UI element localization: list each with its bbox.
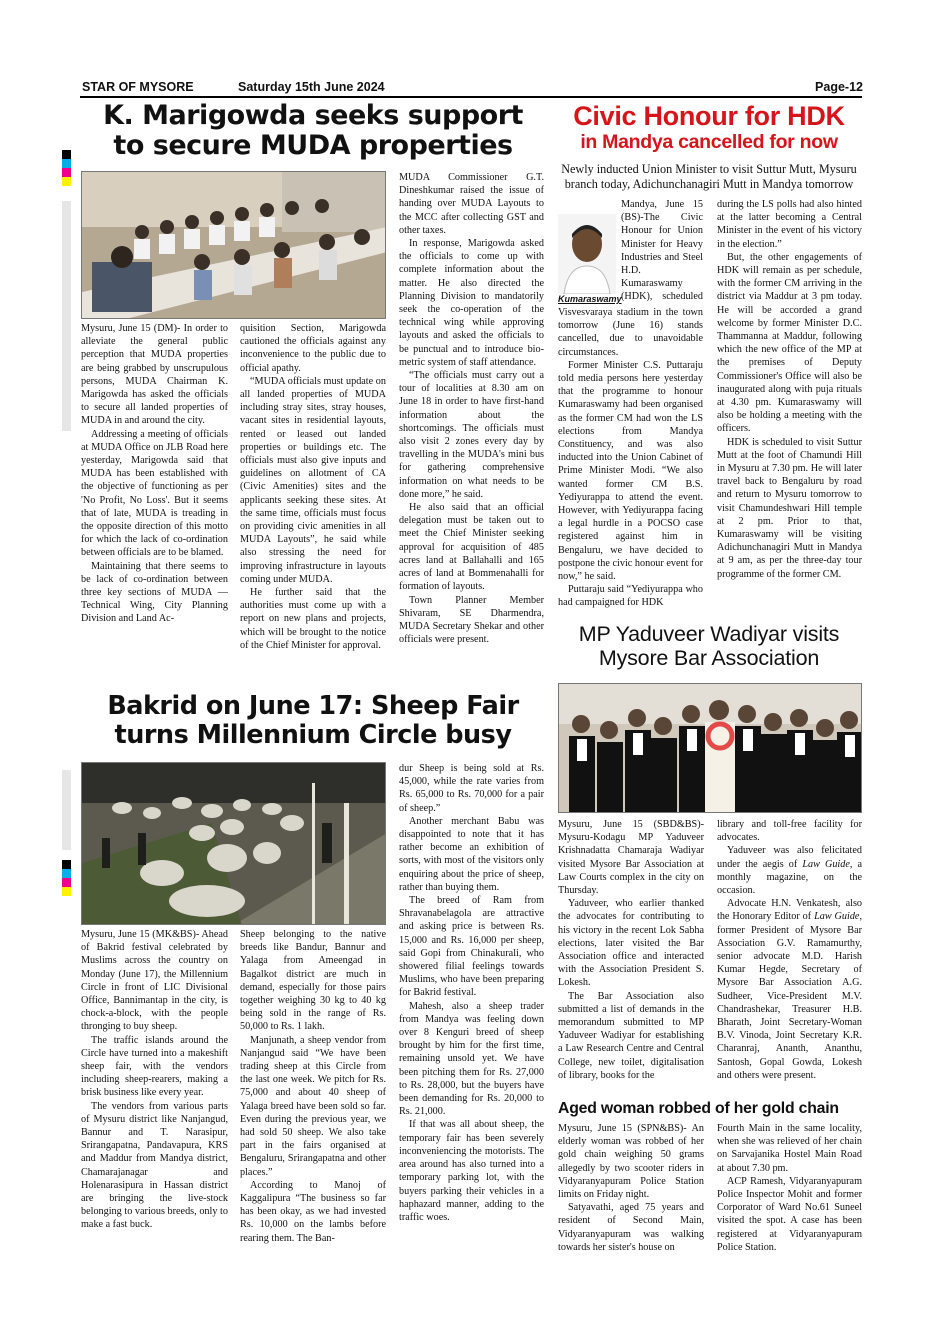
bakrid-col-3 (399, 762, 544, 1268)
paragraph: “MUDA officials must update on all landed properties of MUDA including stray sites, stray houses, vacant sites in residential layouts, rented or leased out landed properties or buildings etc. The officials must also give inputs and guidelines on allotment of CA (Civic Amenities) sites and the applicants seeking these sites. At the same time, officials must focus on providing civic amenities in all MUDA Layouts”, he said while also stressing the need for improving infrastructure in layouts coming under MUDA. (240, 375, 386, 585)
paragraph: Maintaining that there seems to be lack of co-ordination between three key sections of MUDA — Technical Wing, City Planning Division and Land Ac- (81, 560, 228, 625)
paragraph: The Bar Association also submitted a list of demands in the memorandum submitted to MP Yaduveer Wadiyar for establishing a Law Research Centre and Central College, new toilet, digitalisation of library, books for the (558, 990, 704, 1081)
paragraph: “The officials must carry out a tour of localities at 8.30 am on June 18 in order to have first-hand information about the shortcomings. The officials must also visit 2 zones every day by travelling in the MUDA's mini bus for gathering comprehensive information on what needs to be done more,” he said. (399, 370, 544, 500)
hdk-col-2 (717, 198, 862, 618)
paragraph: MUDA Commissioner G.T. Dineshkumar raised the issue of handing over MUDA Layouts to the MCC after collecting GST and other taxes. (399, 172, 544, 236)
paragraph: But, the other engagements of HDK will remain as per schedule, with the former CM arriving in the district via Maddur at 3 pm today. He will be accorded a grand welcome by former Minister D.C. Thammanna at Maddur, following which the new office of the MP at the premises of Deputy Commissioner's Office will also be inaugurated along with puja rituals at 4.30 pm. Kumaraswamy will also be holding a meeting with the officers. (717, 251, 862, 435)
sheep-fair-photo (81, 762, 386, 925)
gold-chain-col-2 (717, 1122, 862, 1268)
paragraph: Mysuru, June 15 (SPN&BS)- An elderly woman was robbed of her gold chain weighing 50 grams allegedly by two scooter riders in Vidyaranyapuram Police Station limits on Friday night. (558, 1123, 704, 1201)
muda-col-3 (399, 171, 544, 686)
paragraph: Mahesh, also a sheep trader from Mandya was feeling down over 8 Kenguri breed of sheep brought by him for the first time, remaining unsold yet. We have been pitching them for Rs. 27,000 to Rs. 28,000, but the buyers have been demanding for Rs. 20,000 to Rs. 21,000. (399, 1000, 544, 1118)
paragraph: The breed of Ram from Shravanabelagola are attractive and asking price is between Rs. 15,000 and Rs. 16,000 per sheep, said Gopi from Chinakurali, who showered filial feelings towards Muslims, who have been preparing for Bakrid festival. (399, 895, 544, 999)
masthead-rule (80, 96, 862, 98)
gold-chain-headline: Aged woman robbed of her gold chain (558, 1100, 839, 1117)
paragraph: Yaduveer, who earlier thanked the advocates for contributing to his victory in the recent Lok Sabha elections, later visited the Bar Association office and interacted with the Association President S. Lokesh. (558, 898, 704, 989)
paragraph: The traffic islands around the Circle have turned into a makeshift sheep fair, with the vendors including sheep-rearers, making a brisk business like every year. (81, 1034, 228, 1099)
kumaraswamy-photo (558, 214, 616, 294)
paragraph: quisition Section, Marigowda cautioned the officials against any inconvenience to the public due to official apathy. (240, 323, 386, 374)
paragraph: Former Minister C.S. Puttaraju told media persons here yesterday that the programme to honour Kumaraswamy had been organised as the former CM had won the LS elections from Mandya Constituency, and was also inducted into the Union Cabinet of Prime Minister Modi. “We also wanted former CM B.S. Yediyurappa to attend the event. However, with Yediyurappa facing a legal hurdle in a POCSO case registered against him in Bengaluru, we have decided to postpone the civic honour event for now,” he said. (558, 359, 703, 583)
paragraph: Puttaraju said “Yediyurappa who had campaigned for HDK (558, 584, 703, 609)
yaduveer-headline (553, 622, 865, 670)
hdk-headline (553, 101, 865, 154)
gold-chain-col-1 (558, 1122, 704, 1268)
muda-col-2 (240, 322, 386, 686)
paragraph: He also said that an official delegation must be taken out to meet the Chief Minister seeking approval for acquisition of 485 acres land at Ballahalli and 165 acres of land at Bommenahalli for formation of layouts. (399, 502, 544, 593)
page-number: Page-12 (815, 80, 863, 94)
muda-col-1 (81, 322, 228, 686)
hdk-col-1-top: Mandya, June 15 (BS)-The Civic Honour for Union Minister for Heavy Industries and Steel H.D. Kumaraswamy (HDK), scheduled (621, 199, 703, 303)
paragraph: He further said that the authorities must come up with a report on new plans and projects, which will be brought to the notice of the Chief Minister for approval. (240, 587, 386, 651)
paragraph: Manjunath, a sheep vendor from Nanjangud said “We have been trading sheep at this Circle from the last one week. We pitch for Rs. 75,000 and about 40 sheep of Yalaga breed have been sold so far. Even during the previous year, we had sold 50 sheep. We also take part in the fairs organised at Bengaluru, Srirangapatna and other places.” (240, 1034, 386, 1178)
bakrid-headline (78, 692, 548, 749)
paragraph: Mysuru, June 15 (SBD&BS)- Mysuru-Kodagu MP Yaduveer Krishnadatta Chamaraja Wadiyar visited Mysore Bar Association at Law Courts complex in the city on Thursday. (558, 819, 704, 897)
hdk-headline-line2: in Mandya cancelled for now (580, 131, 838, 154)
yaduveer-group-photo (558, 683, 862, 813)
paragraph: In response, Marigowda asked the officials to come up with complete information about the matter. He also directed the Planning Division to mandatorily seek the co-operation of the technical wing while approving layouts and asked the officials to be punctual and to introduce bio-metric system of staff attendance. (399, 238, 544, 368)
paragraph: If that was all about sheep, the temporary fair has been severely inconveniencing the motorists. The area around has also turned into a temporary parking lot, with the buyers parking their vehicles in a haphazard manner, adding to the traffic woes. (399, 1119, 544, 1223)
hdk-deck: Newly inducted Union Minister to visit Suttur Mutt, Mysuru branch today, Adichunchanagiri Mutt in Mandya tomorrow (561, 162, 857, 191)
paragraph: ACP Ramesh, Vidyaranyapuram Police Inspector Mohit and former Corporator of Ward No.61 Suneel visited the spot. A case has been registered at Vidyaranyapuram Police Station. (717, 1175, 862, 1253)
paragraph: HDK is scheduled to visit Suttur Mutt at the foot of Chamundi Hill in Mysuru at 7.30 pm. He will later travel back to Bengaluru by road and return to Mysuru tomorrow to visit Chamundeshwari Hill temple at 2 pm. Prior to that, Kumaraswamy will be visiting Adichunchanagiri Mutt in Mandya at 9 am, as per the three-day tour programme of the former CM. (717, 436, 862, 580)
muda-meeting-photo (81, 171, 386, 319)
paragraph: Visvesvaraya stadium in the town tomorrow (June 16) stands cancelled, due to unavoidable circumstances. (558, 307, 703, 358)
yaduveer-col-2-p3: Advocate H.N. Venkatesh, also the Honorary Editor of Law Guide, former President of Mysore Bar Association G.V. Ramamurthy, senior advocate M.D. Harish Kumar Hegde, Secretary of Mysore Bar Association A.G. Sudheer, Vice-President M.V. Chandrashekar, Treasurer H.B. Bharath, Joint Secretary-Woman B.V. Vinoda, Joint Secretary K.R. Charanraj, Ananth, Ananthu, Santosh, Gopal Gowda, Lokesh and others were present. (717, 898, 862, 1081)
bakrid-col-1 (81, 928, 228, 1268)
paragraph: According to Manoj of Kaggalipura “The business so far has been okay, as we had invested Rs. 10,000 on the lambs before rearing them. The Ban- (240, 1179, 386, 1244)
bakrid-col-2 (240, 928, 386, 1268)
muda-headline-line1: K. Marigowda seeks support (103, 100, 523, 131)
hdk-headline-line1: Civic Honour for HDK (573, 101, 845, 131)
yaduveer-col-2 (717, 818, 862, 1098)
paragraph: Another merchant Babu was disappointed to note that it has rather become an exhibition of sorts, with most of the visitors only enquiring about the price of sheep, rather than buying them. (399, 815, 544, 893)
issue-date: Saturday 15th June 2024 (238, 80, 385, 94)
paragraph: during the LS polls had also hinted at the latter becoming a Central Minister in the event of his victory in the election.” (717, 199, 862, 250)
paragraph: Fourth Main in the same locality, when she was relieved of her chain on Sarvajanika Hostel Main Road at about 7.30 pm. (717, 1123, 862, 1174)
paragraph: Sheep belonging to the native breeds like Bandur, Bannur and Yalaga from Ameengad in Bagalkot district are much in demand, especially for those pairs together weighing 30 kg to 40 kg being sold in the range of Rs. 50,000 to Rs. 1 lakh. (240, 929, 386, 1033)
paragraph: Town Planner Member Shivaram, SE Dharmendra, MUDA Secretary Shekar and other officials were present. (399, 594, 544, 646)
bakrid-headline-line1: Bakrid on June 17: Sheep Fair (107, 691, 519, 721)
paragraph: Mysuru, June 15 (MK&BS)- Ahead of Bakrid festival celebrated by Muslims across the country on Monday (June 17), the Millennium Circle in front of LIC Divisional Office, Bannimantap in the city, is chock-a-block, with the people thronging to buy sheep. (81, 929, 228, 1033)
hdk-col-1 (558, 306, 703, 618)
paragraph: The vendors from various parts of Mysuru district like Nanjangud, Bannur and T. Narasipur, Srirangapatna, Pandavapura, KRS and Maddur from Mandya district, Chamarajanagar and Holenarasipura in Hassan district are bringing the live-stock belonging to various breeds, only to make a fast buck. (81, 1100, 228, 1231)
muda-headline-line2: to secure MUDA properties (113, 130, 513, 162)
muda-headline (78, 101, 548, 161)
yaduveer-col-2-p1: library and toll-free facility for advocates. (717, 819, 862, 844)
yaduveer-headline-line1: MP Yaduveer Wadiyar visits (578, 622, 840, 646)
paragraph: Addressing a meeting of officials at MUDA Office on JLB Road here yesterday, Marigowda said that MUDA has been established with the objective of functioning as per 'No Profit, No Loss'. But it seems that of late, MUDA is treading in the opposite direction of this motto for which the lack of co-ordination between officials are to be blamed. (81, 428, 228, 559)
yaduveer-headline-line2: Mysore Bar Association (598, 646, 820, 671)
kumaraswamy-caption: Kumaraswamy (558, 294, 622, 304)
paragraph: dur Sheep is being sold at Rs. 45,000, while the rate varies from Rs. 65,000 to Rs. 70,000 for a pair of sheep.” (399, 763, 544, 814)
paragraph: Satyavathi, aged 75 years and resident of Second Main, Vidyaranyapuram was walking towards her sister's house on (558, 1202, 704, 1253)
paragraph: Mysuru, June 15 (DM)- In order to alleviate the general public perception that MUDA properties are being grabbed by unscrupulous persons, MUDA Chairman K. Marigowda has asked the officials to secure all landed properties of MUDA in and around the city. (81, 323, 228, 427)
yaduveer-col-2-p2: Yaduveer was also felicitated under the aegis of Law Guide, a monthly magazine, on the occasion. (717, 845, 862, 897)
yaduveer-col-1 (558, 818, 704, 1098)
paper-name: STAR OF MYSORE (82, 80, 194, 94)
bakrid-headline-line2: turns Millennium Circle busy (114, 719, 512, 750)
